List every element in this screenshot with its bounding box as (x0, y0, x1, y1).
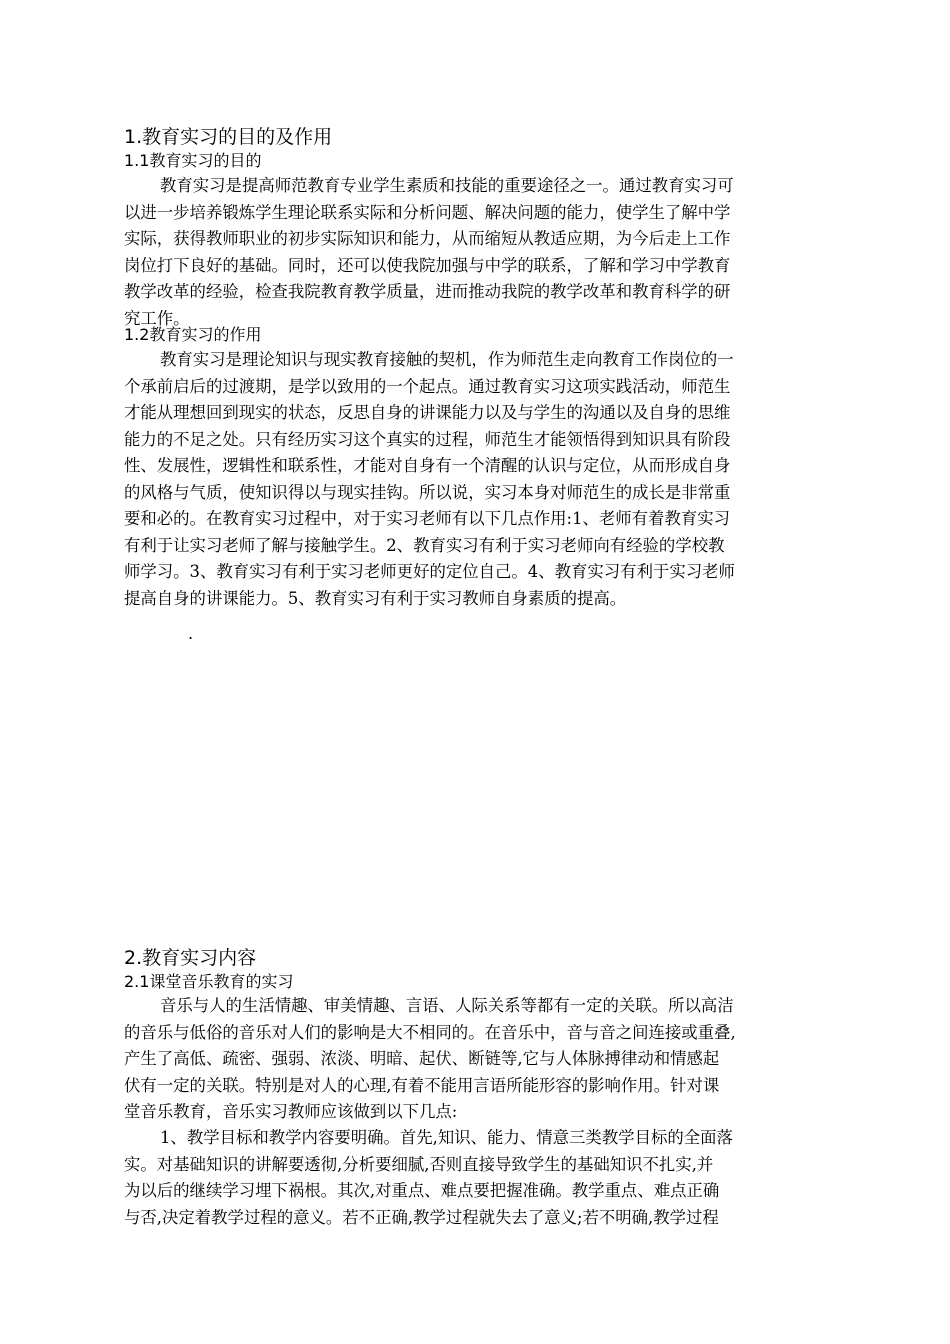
text-line: 提高自身的讲课能力。5、教育实习有利于实习教师自身素质的提高。 (124, 588, 627, 608)
section-1-heading: 1.教育实习的目的及作用 (124, 126, 333, 148)
section-1-1-paragraph (124, 173, 840, 332)
text-line: 才能从理想回到现实的状态，反思自身的讲课能力以及与学生的沟通以及自身的思维 (124, 403, 731, 422)
stray-dot: . (188, 624, 194, 643)
section-1-2-heading: 1.2教育实习的作用 (124, 325, 262, 344)
text-line: 有利于让实习老师了解与接触学生。2、教育实习有利于实习老师向有经验的学校教 (124, 535, 725, 555)
text-line: 堂音乐教育，音乐实习教师应该做到以下几点: (124, 1102, 458, 1121)
text-line: 教育实习是理论知识与现实教育接触的契机，作为师范生走向教育工作岗位的一 (160, 350, 734, 369)
text-line: 教学改革的经验，检查我院教育教学质量，进而推动我院的教学改革和教育科学的研 (124, 282, 731, 301)
section-2-heading: 2.教育实习内容 (124, 947, 257, 969)
text-line: 的风格与气质，使知识得以与现实挂钩。所以说，实习本身对师范生的成长是非常重 (124, 482, 731, 502)
section-2-1-heading: 2.1课堂音乐教育的实习 (124, 972, 294, 991)
text-line: 1、教学目标和教学内容要明确。首先,知识、能力、情意三类教学目标的全面落 (160, 1128, 733, 1147)
text-line: 产生了高低、疏密、强弱、浓淡、明暗、起伏、断链等,它与人体脉搏律动和情感起 (124, 1049, 720, 1068)
text-line: 教育实习是提高师范教育专业学生素质和技能的重要途径之一。通过教育实习可 (160, 176, 734, 195)
text-line: 与否,决定着教学过程的意义。若不正确,教学过程就失去了意义;若不明确,教学过程 (124, 1207, 719, 1227)
text-line: 师学习。3、教育实习有利于实习老师更好的定位自己。4、教育实习有利于实习老师 (124, 562, 735, 581)
section-2-1-paragraph-1 (124, 993, 840, 1126)
text-line: 伏有一定的关联。特别是对人的心理,有着不能用言语所能形容的影响作用。针对课 (124, 1075, 720, 1095)
section-1-2-paragraph (124, 347, 840, 612)
text-line: 岗位打下良好的基础。同时，还可以使我院加强与中学的联系，了解和学习中学教育 (124, 255, 731, 275)
text-line: 性、发展性，逻辑性和联系性，才能对自身有一个清醒的认识与定位，从而形成自身 (124, 456, 731, 475)
text-line: 实。对基础知识的讲解要透彻,分析要细腻,否则直接导致学生的基础知识不扎实,并 (124, 1154, 714, 1174)
text-line: 要和必的。在教育实习过程中，对于实习老师有以下几点作用:1、老师有着教育实习 (124, 509, 731, 528)
text-line: 以进一步培养锻炼学生理论联系实际和分析问题、解决问题的能力，使学生了解中学 (124, 202, 731, 222)
section-2-1-paragraph-2 (124, 1125, 840, 1231)
text-line: 实际，获得教师职业的初步实际知识和能力，从而缩短从教适应期，为今后走上工作 (124, 229, 731, 248)
text-line: 音乐与人的生活情趣、审美情趣、言语、人际关系等都有一定的关联。所以高洁 (160, 996, 734, 1015)
text-line: 个承前启后的过渡期，是学以致用的一个起点。通过教育实习这项实践活动，师范生 (124, 376, 731, 396)
section-1-1-heading: 1.1教育实习的目的 (124, 151, 262, 170)
text-line: 的音乐与低俗的音乐对人们的影响是大不相同的。在音乐中，音与音之间连接或重叠, (124, 1022, 736, 1042)
text-line: 究工作。 (124, 308, 190, 328)
text-line: 能力的不足之处。只有经历实习这个真实的过程，师范生才能领悟得到知识具有阶段 (124, 429, 731, 449)
text-line: 为以后的继续学习埋下祸根。其次,对重点、难点要把握准确。教学重点、难点正确 (124, 1181, 720, 1200)
